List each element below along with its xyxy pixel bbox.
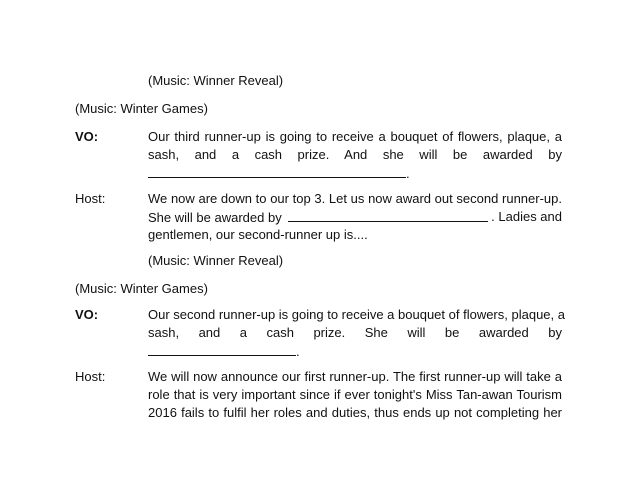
host-2-line-3: 2016 fails to fulfil her roles and duties, thus ends up not completing her [148, 405, 562, 420]
award-giver-blank-2[interactable] [288, 209, 488, 222]
speaker-label-host-1: Host: [75, 191, 106, 206]
host-1-line-2-start: She will be awarded by [148, 210, 282, 225]
vo-1-line-1: Our third runner-up is going to receive a bouquet of flowers, plaque, a [148, 129, 562, 144]
speaker-label-vo-2: VO: [75, 307, 99, 322]
vo-1-line-3 [148, 165, 410, 181]
speaker-label-host-2: Host: [75, 369, 106, 384]
host-1-line-2 [148, 209, 562, 225]
music-cue-winner-reveal-1: (Music: Winner Reveal) [148, 73, 284, 88]
host-1-line-2-end: . Ladies and [491, 209, 562, 224]
host-2-line-1: We will now announce our first runner-up. The first runner-up will take a [148, 369, 562, 384]
award-giver-blank-3[interactable] [148, 343, 296, 356]
vo-2-line-3-period: . [296, 344, 300, 359]
host-2-line-2: role that is very important since if ever tonight's Miss Tan-awan Tourism [148, 387, 562, 402]
host-1-line-1: We now are down to our top 3. Let us now award out second runner-up. [148, 191, 562, 206]
vo-2-line-1: Our second runner-up is going to receive a bouquet of flowers, plaque, a [148, 307, 565, 322]
music-cue-winner-reveal-2: (Music: Winner Reveal) [148, 253, 284, 268]
vo-2-line-2: sash, and a cash prize. She will be awarded by [148, 325, 562, 340]
vo-2-line-3 [148, 343, 300, 359]
speaker-label-vo-1: VO: [75, 129, 99, 144]
award-giver-blank-1[interactable] [148, 165, 406, 178]
host-1-line-3: gentlemen, our second-runner up is.... [148, 227, 368, 242]
vo-1-line-2: sash, and a cash prize. And she will be awarded by [148, 147, 562, 162]
music-cue-winter-games-2: (Music: Winter Games) [75, 281, 208, 296]
vo-1-line-3-period: . [406, 166, 410, 181]
music-cue-winter-games-1: (Music: Winter Games) [75, 101, 208, 116]
